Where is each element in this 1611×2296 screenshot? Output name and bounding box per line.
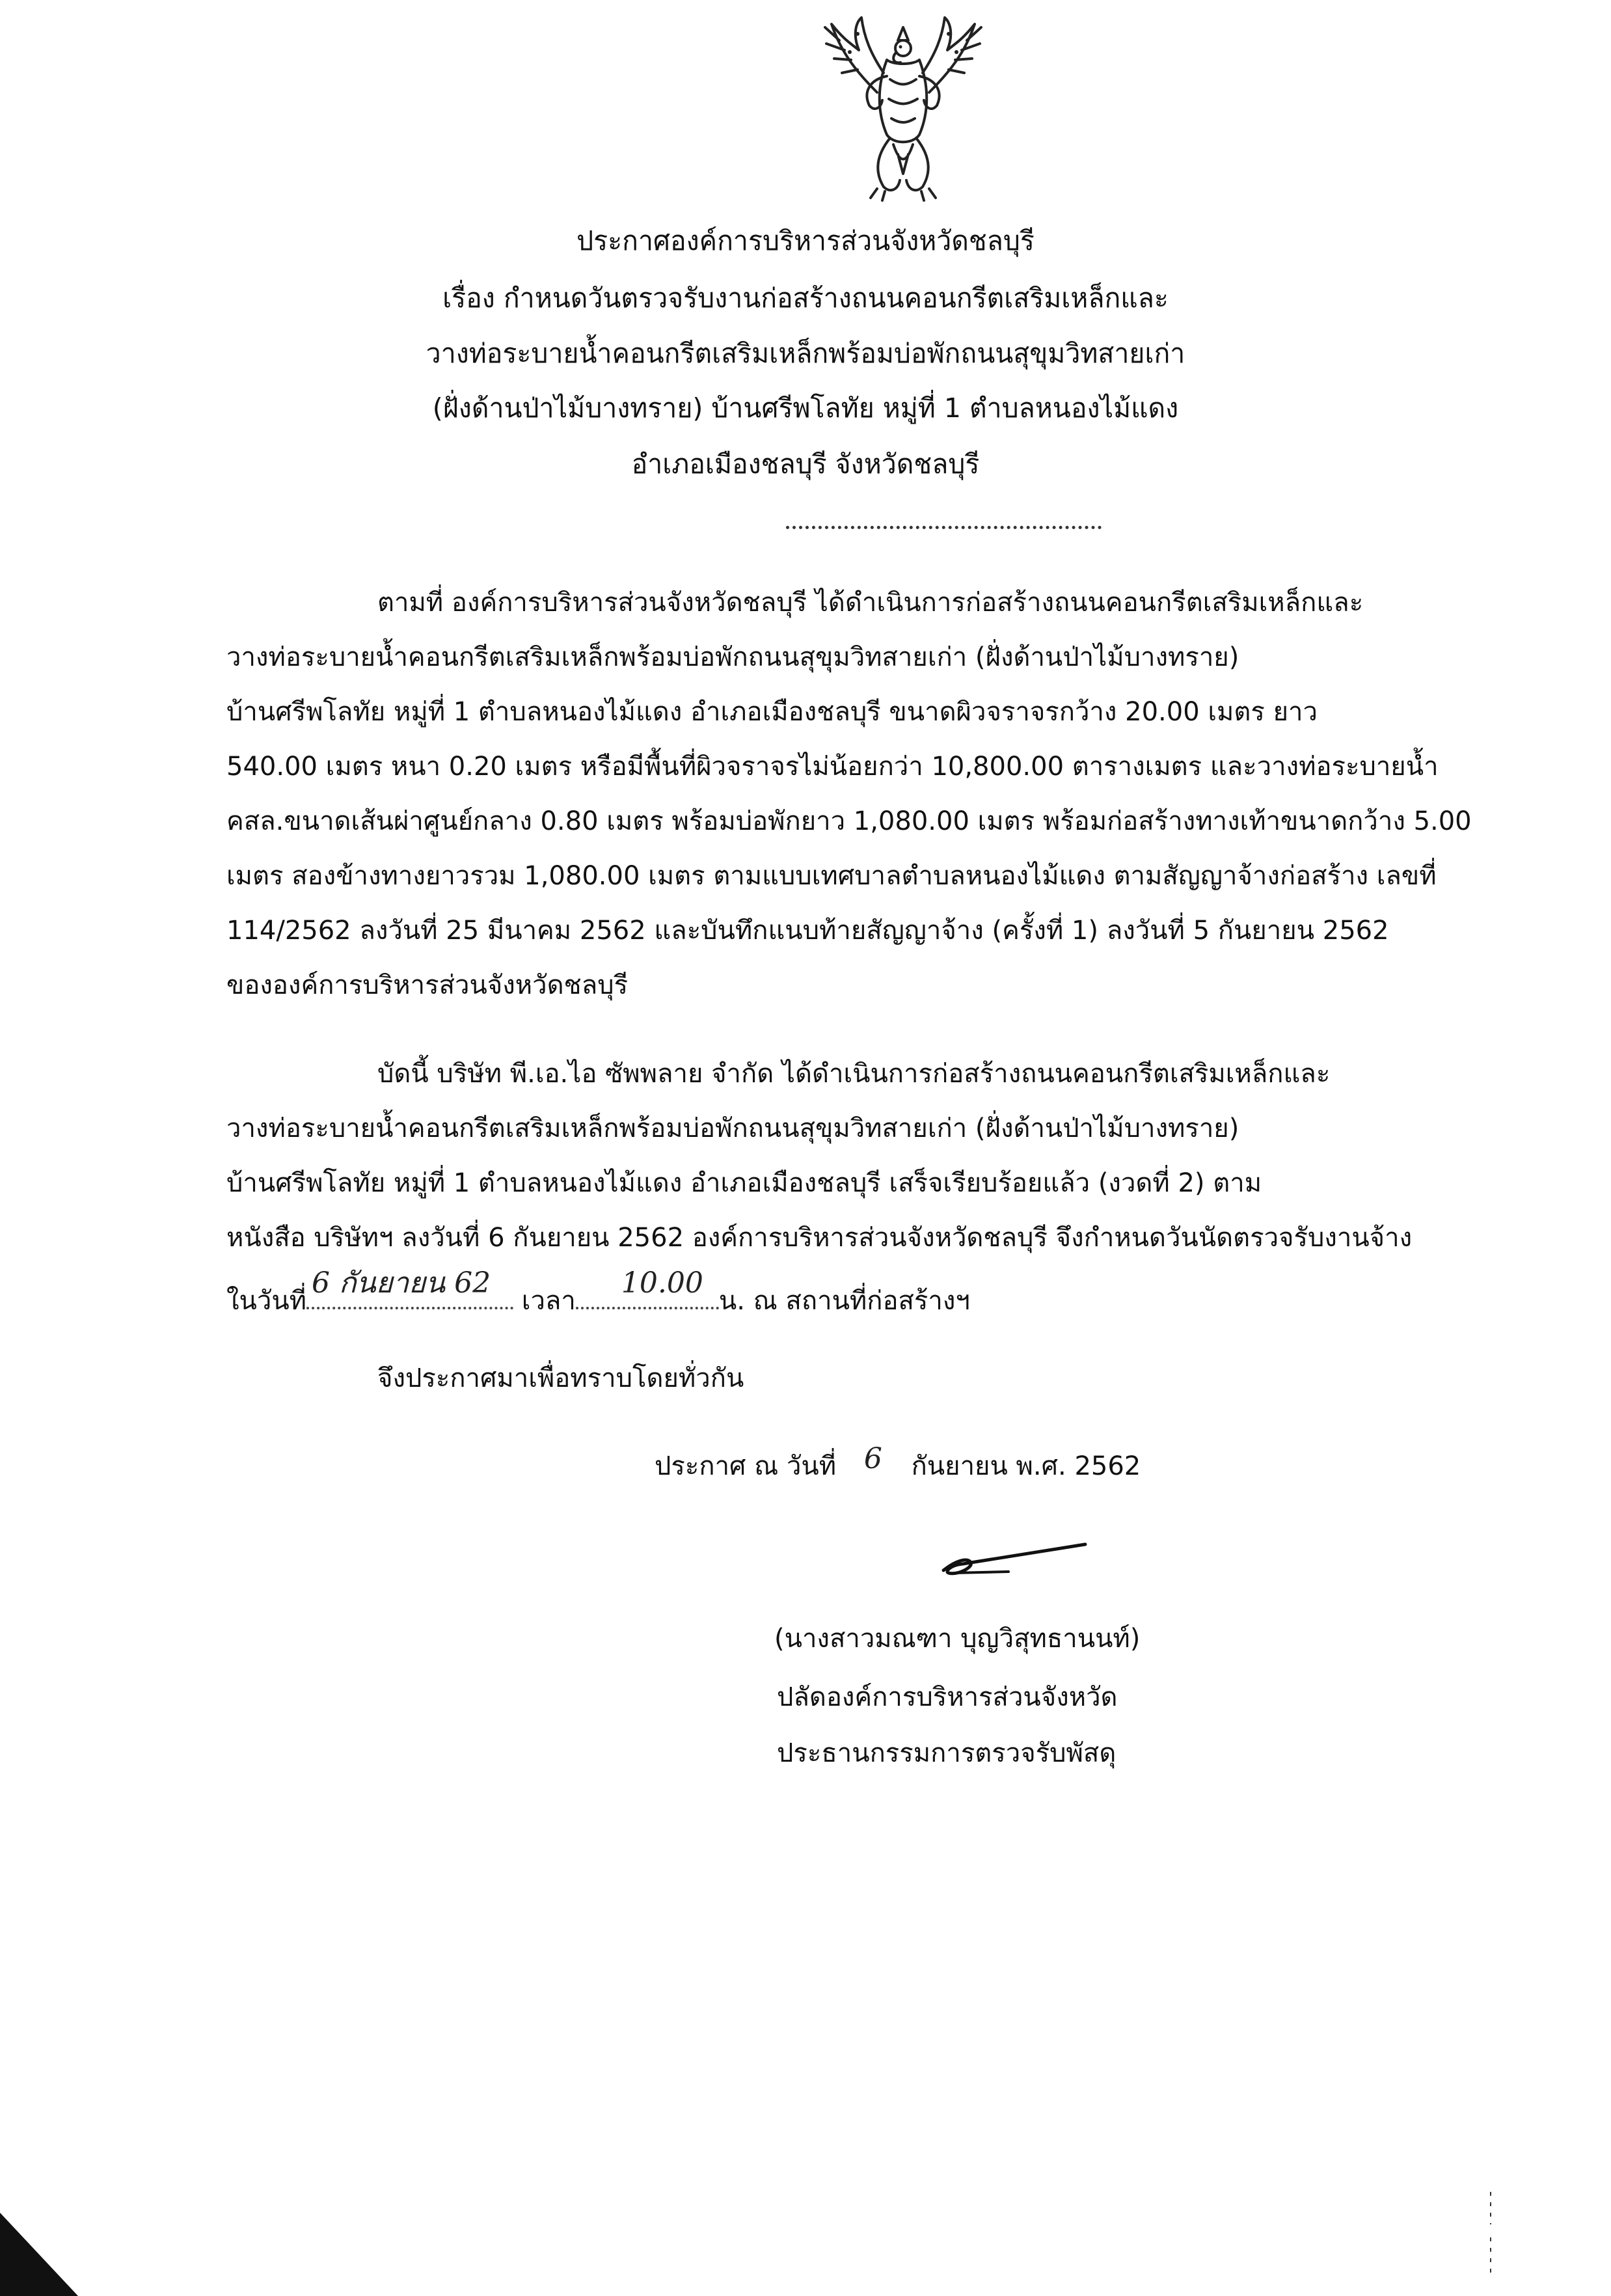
date-fill-field: [306, 1266, 513, 1309]
paragraph2-line: บ้านศรีพโลทัย หมู่ที่ 1 ตำบลหนองไม้แดง อำเภอเมืองชลบุรี เสร็จเรียบร้อยแล้ว (งวดที่ 2) ตาม: [226, 1168, 1262, 1198]
scan-edge-mark: [1487, 2192, 1494, 2276]
handwritten-date: 6 กันยายน 62: [312, 1266, 491, 1300]
time-label: เวลา: [521, 1286, 576, 1316]
paragraph2-final-line: [226, 1266, 970, 1320]
location-suffix: น. ณ สถานที่ก่อสร้างฯ: [718, 1286, 970, 1316]
paragraph1-line: ตามที่ องค์การบริหารส่วนจังหวัดชลบุรี ได้ดำเนินการก่อสร้างถนนคอนกรีตเสริมเหล็กและ: [377, 588, 1364, 618]
handwritten-day: 6: [863, 1442, 882, 1475]
date-line-suffix: กันยายน พ.ศ. 2562: [911, 1451, 1141, 1481]
subject-line-1: เรื่อง กำหนดวันตรวจรับงานก่อสร้างถนนคอนกรีตเสริมเหล็กและ: [442, 282, 1169, 314]
paragraph1-line: เมตร สองข้างทางยาวรวม 1,080.00 เมตร ตามแบบเทศบาลตำบลหนองไม้แดง ตามสัญญาจ้างก่อสร้าง เลขที่: [226, 861, 1437, 891]
time-fill-field: [576, 1266, 719, 1309]
subject-line-2: วางท่อระบายน้ำคอนกรีตเสริมเหล็กพร้อมบ่อพักถนนสุขุมวิทสายเก่า: [426, 338, 1185, 369]
announcement-date: [655, 1442, 1141, 1486]
signatory-position: ปลัดองค์การบริหารส่วนจังหวัด: [777, 1682, 1118, 1712]
header-dotted-divider: [786, 526, 1102, 529]
date-prefix: ในวันที่: [226, 1286, 307, 1316]
paragraph1-line: วางท่อระบายน้ำคอนกรีตเสริมเหล็กพร้อมบ่อพักถนนสุขุมวิทสายเก่า (ฝั่งด้านป่าไม้บางทราย): [226, 642, 1239, 672]
signatory-role: ประธานกรรมการตรวจรับพัสดุ: [777, 1738, 1117, 1768]
announce-line: จึงประกาศมาเพื่อทราบโดยทั่วกัน: [377, 1363, 744, 1393]
paragraph2-line: บัดนี้ บริษัท พี.เอ.ไอ ซัพพลาย จำกัด ได้ดำเนินการก่อสร้างถนนคอนกรีตเสริมเหล็กและ: [377, 1059, 1331, 1089]
paragraph1-line: 114/2562 ลงวันที่ 25 มีนาคม 2562 และบันทึกแนบท้ายสัญญาจ้าง (ครั้งที่ 1) ลงวันที่ 5 กันยายน 2562: [226, 916, 1389, 946]
paragraph1-line: คสล.ขนาดเส้นผ่าศูนย์กลาง 0.80 เมตร พร้อมบ่อพักยาว 1,080.00 เมตร พร้อมก่อสร้างทางเท้าขนาดกว้าง 5.00: [226, 806, 1472, 836]
paragraph1-line: 540.00 เมตร หนา 0.20 เมตร หรือมีพื้นที่ผิวจราจรไม่น้อยกว่า 10,800.00 ตารางเมตร และวางท่อระบายน้ำ: [226, 752, 1439, 782]
announcement-title: ประกาศองค์การบริหารส่วนจังหวัดชลบุรี: [576, 225, 1035, 256]
scan-corner-shadow: [0, 2213, 78, 2296]
date-line-prefix: ประกาศ ณ วันที่: [655, 1451, 837, 1481]
paragraph1-line: บ้านศรีพโลทัย หมู่ที่ 1 ตำบลหนองไม้แดง อำเภอเมืองชลบุรี ขนาดผิวจราจรกว้าง 20.00 เมตร ยาว: [226, 697, 1318, 727]
paragraph2-line: หนังสือ บริษัทฯ ลงวันที่ 6 กันยายน 2562 องค์การบริหารส่วนจังหวัดชลบุรี จึงกำหนดวันนัดตรวจรับงานจ้าง: [226, 1223, 1413, 1253]
subject-line-4: อำเภอเมืองชลบุรี จังหวัดชลบุรี: [631, 448, 980, 480]
subject-line-3: (ฝั่งด้านป่าไม้บางทราย) บ้านศรีพโลทัย หมู่ที่ 1 ตำบลหนองไม้แดง: [432, 392, 1179, 424]
paragraph1-line: ขององค์การบริหารส่วนจังหวัดชลบุรี: [226, 970, 629, 1000]
signatory-name: (นางสาวมณฑา บุญวิสุทธานนท์): [774, 1624, 1141, 1654]
handwritten-signature: [930, 1533, 1100, 1591]
garuda-emblem: [779, 14, 1027, 203]
paragraph2-line: วางท่อระบายน้ำคอนกรีตเสริมเหล็กพร้อมบ่อพักถนนสุขุมวิทสายเก่า (ฝั่งด้านป่าไม้บางทราย): [226, 1114, 1239, 1143]
handwritten-time: 10.00: [621, 1266, 703, 1300]
